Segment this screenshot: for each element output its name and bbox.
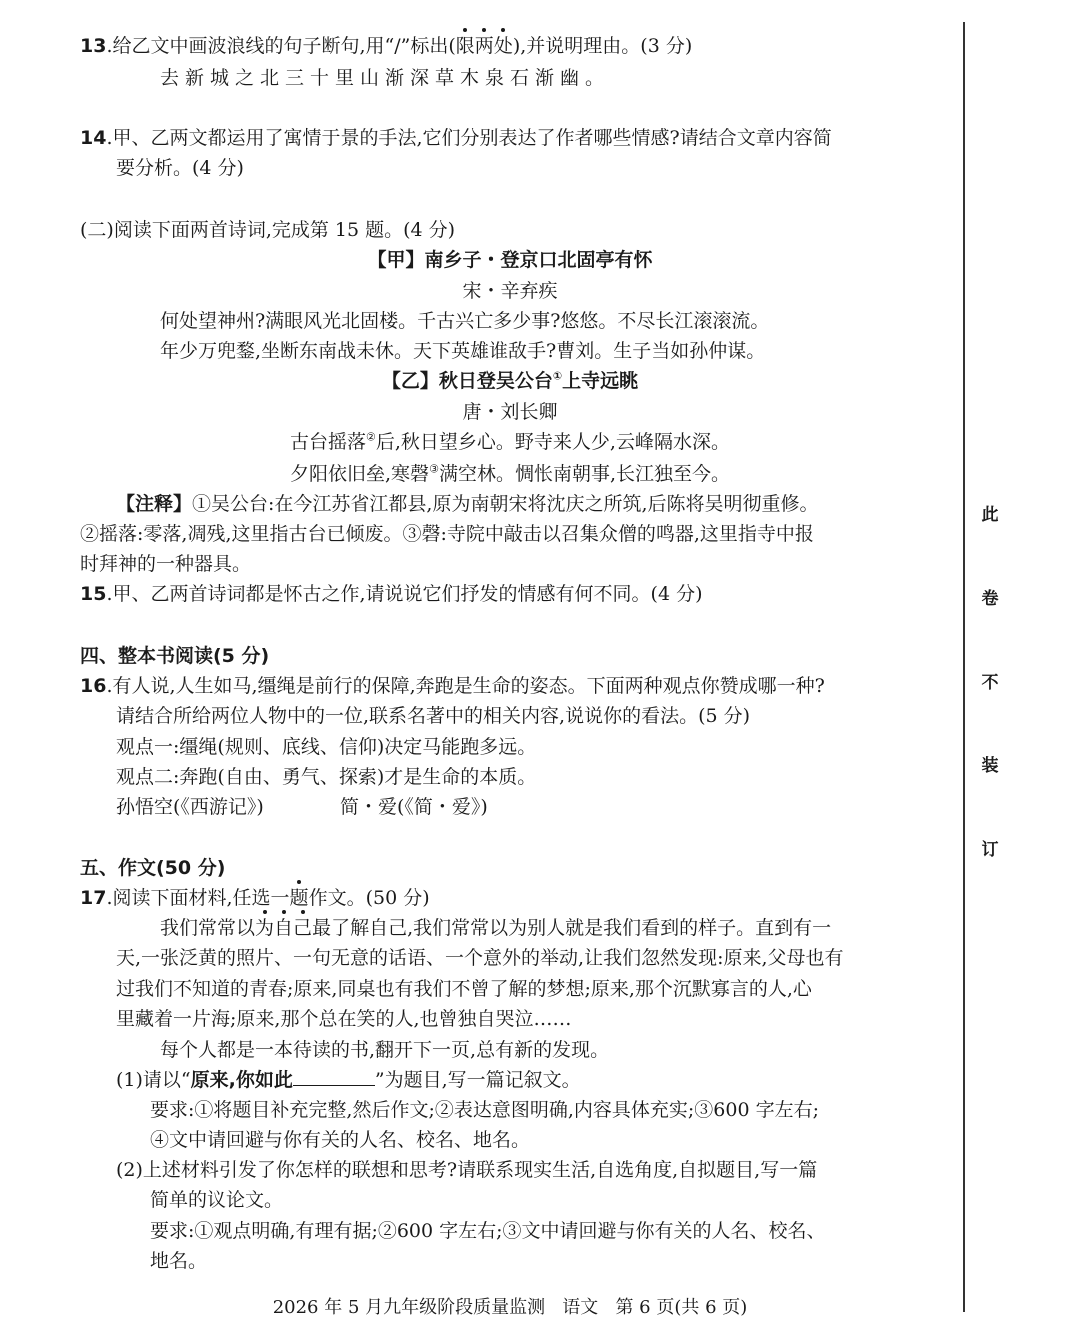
q15-prompt: 15.甲、乙两首诗词都是怀古之作,请说说它们抒发的情感有何不同。(4 分) (80, 583, 703, 605)
q13-number: 13 (80, 35, 107, 57)
notes-label: 【注释】 (116, 493, 193, 515)
q17-option1-req2: ④文中请回避与你有关的人名、校名、地名。 (150, 1129, 531, 1151)
poem-b-title: 【乙】秋日登吴公台①上寺远眺 (381, 369, 639, 392)
poem-b-line1: 古台摇落②后,秋日望乡心。野寺来人少,云峰隔水深。 (290, 430, 730, 453)
q17-option2-req2: 地名。 (150, 1250, 208, 1272)
binding-line (963, 22, 965, 1312)
q17-option2-req1: 要求:①观点明确,有理有据;②600 字左右;③文中请回避与你有关的人名、校名、 (150, 1220, 826, 1242)
q17-option2-line2: 简单的议论文。 (150, 1189, 284, 1211)
poem-a-line2: 年少万兜鍪,坐断东南战未休。天下英雄谁敌手?曹刘。生子当如孙仲谋。 (160, 340, 766, 362)
dotted-emphasis: 限两处 (456, 35, 513, 57)
q17-option2-line1: (2)上述材料引发了你怎样的联想和思考?请联系现实生活,自选角度,自拟题目,写一篇 (116, 1159, 818, 1181)
q16-prompt-line1: 16.有人说,人生如马,缰绳是前行的保障,奔跑是生命的姿态。下面两种观点你赞成哪一种? (80, 675, 825, 697)
q17-material-line2: 天,一张泛黄的照片、一句无意的话语、一个意外的举动,让我们忽然发现:原来,父母也有 (116, 947, 844, 969)
q17-material-line1: 我们常常以为自己最了解自己,我们常常以为别人就是我们看到的样子。直到有一 (160, 914, 831, 942)
page-footer: 2026 年 5 月九年级阶段质量监测 语文 第 6 页(共 6 页) (272, 1297, 748, 1318)
q13-prompt: 13.给乙文中画波浪线的句子断句,用“/”标出(限两处),并说明理由。(3 分) (80, 32, 692, 60)
q16-person1: 孙悟空(《西游记》) (116, 796, 264, 818)
q13-sentence: 去新城之北三十里山渐深草木泉石渐幽。 (160, 67, 611, 89)
binding-char: 装 (981, 756, 999, 777)
q17-number: 17 (80, 887, 107, 909)
notes-line3: 时拜神的一种器具。 (80, 553, 252, 575)
q17-option1: (1)请以“原来,你如此 ”为题目,写一篇记叙文。 (116, 1069, 581, 1091)
q16-view1: 观点一:缰绳(规则、底线、信仰)决定马能跑多远。 (116, 736, 537, 758)
binding-char: 卷 (981, 588, 999, 609)
q16-view2: 观点二:奔跑(自由、勇气、探索)才是生命的本质。 (116, 766, 537, 788)
q14-prompt-line2: 要分析。(4 分) (116, 157, 244, 179)
q17-material-line5: 每个人都是一本待读的书,翻开下一页,总有新的发现。 (160, 1039, 610, 1061)
binding-char: 此 (981, 505, 999, 525)
poem-b-line2: 夕阳依旧垒,寒磬③满空林。惆怅南朝事,长江独至今。 (290, 462, 730, 485)
q16-number: 16 (80, 675, 107, 697)
q17-material-line3: 过我们不知道的青春;原来,同桌也有我们不曾了解的梦想;原来,那个沉默寡言的人,心 (116, 978, 812, 1000)
q17-option1-req1: 要求:①将题目补充完整,然后作文;②表达意图明确,内容具体充实;③600 字左右; (150, 1099, 819, 1121)
q14-number: 14 (80, 127, 107, 149)
notes-line1: 【注释】①吴公台:在今江苏省江都县,原为南朝宋将沈庆之所筑,后陈将吴明彻重修。 (116, 493, 819, 515)
dotted-emphasis: 为自己 (255, 917, 312, 939)
q16-prompt-line2: 请结合所给两位人物中的一位,联系名著中的相关内容,说说你的看法。(5 分) (116, 705, 751, 727)
q17-prompt: 17.阅读下面材料,任选一题作文。(50 分) (80, 884, 430, 912)
q14-prompt-line1: 14.甲、乙两文都运用了寓情于景的手法,它们分别表达了作者哪些情感?请结合文章内容简 (80, 127, 832, 149)
section5-heading: 五、作文(50 分) (80, 857, 226, 879)
q15-number: 15 (80, 583, 107, 605)
title-blank (293, 1067, 375, 1086)
binding-notice (978, 500, 1002, 860)
poem-a-line1: 何处望神州?满眼风光北固楼。千古兴亡多少事?悠悠。不尽长江滚滚流。 (160, 310, 770, 332)
q16-person2: 简・爱(《简・爱》) (340, 796, 488, 818)
poem-a-author: 宋・辛弃疾 (462, 280, 558, 302)
binding-char: 不 (981, 672, 999, 693)
poem-b-author: 唐・刘长卿 (462, 401, 558, 423)
section4-heading: 四、整本书阅读(5 分) (80, 645, 270, 667)
notes-line2: ②摇落:零落,凋残,这里指古台已倾废。③磬:寺院中敲击以召集众僧的鸣器,这里指寺中报 (80, 523, 814, 545)
part2-heading: (二)阅读下面两首诗词,完成第 15 题。(4 分) (80, 219, 456, 241)
q17-material-line4: 里藏着一片海;原来,那个总在笑的人,也曾独自哭泣…… (116, 1008, 572, 1030)
essay-title-prompt: 原来,你如此 (190, 1069, 293, 1091)
binding-char: 订 (981, 840, 999, 860)
poem-a-title: 【甲】南乡子・登京口北固亭有怀 (367, 249, 653, 271)
